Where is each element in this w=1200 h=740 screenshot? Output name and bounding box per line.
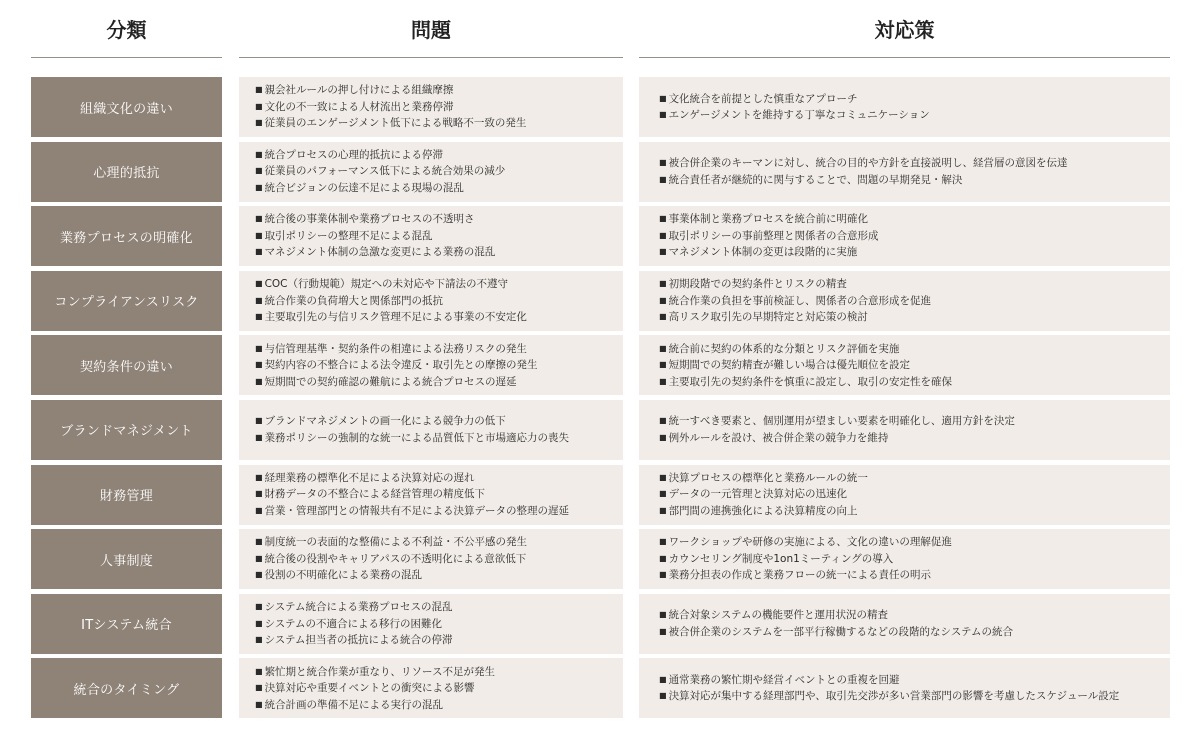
problem-item: ■ 繁忙期と統合作業が重なり、リソース不足が発生 (255, 664, 623, 681)
problem-cell (239, 400, 623, 460)
solution-item: ■ 統合前に契約の体系的な分類とリスク評価を実施 (659, 341, 1170, 358)
solution-item: ■ 文化統合を前提とした慎重なアプローチ (659, 91, 1170, 108)
header-category: 分類 (31, 0, 222, 58)
table-body (0, 77, 1200, 723)
solution-item: ■ 通常業務の繁忙期や経営イベントとの重複を回避 (659, 672, 1170, 689)
category-cell: 組織文化の違い (31, 77, 222, 137)
table-row (0, 594, 1200, 654)
problem-cell (239, 658, 623, 718)
category-cell: 心理的抵抗 (31, 142, 222, 202)
problem-item: ■ マネジメント体制の急激な変更による業務の混乱 (255, 244, 623, 261)
problem-cell (239, 594, 623, 654)
problem-cell (239, 271, 623, 331)
solution-cell (639, 594, 1170, 654)
problem-item: ■ 契約内容の不整合による法令違反・取引先との摩擦の発生 (255, 357, 623, 374)
table-row (0, 206, 1200, 266)
table-row (0, 465, 1200, 525)
category-cell: コンプライアンスリスク (31, 271, 222, 331)
solution-cell (639, 529, 1170, 589)
solution-cell (639, 400, 1170, 460)
problem-item: ■ システム統合による業務プロセスの混乱 (255, 599, 623, 616)
table-row (0, 142, 1200, 202)
solution-item: ■ 統合対象システムの機能要件と運用状況の精査 (659, 607, 1170, 624)
solution-item: ■ 統合作業の負担を事前検証し、関係者の合意形成を促進 (659, 293, 1170, 310)
solution-item: ■ 例外ルールを設け、被合併企業の競争力を維持 (659, 430, 1170, 447)
solution-cell (639, 335, 1170, 395)
problem-item: ■ 与信管理基準・契約条件の相違による法務リスクの発生 (255, 341, 623, 358)
solution-item: ■ 取引ポリシーの事前整理と関係者の合意形成 (659, 228, 1170, 245)
problem-item: ■ 従業員のパフォーマンス低下による統合効果の減少 (255, 163, 623, 180)
problem-cell (239, 335, 623, 395)
problem-item: ■ 財務データの不整合による経営管理の精度低下 (255, 486, 623, 503)
problem-cell (239, 465, 623, 525)
problem-item: ■ 文化の不一致による人材流出と業務停滞 (255, 99, 623, 116)
problem-item: ■ システム担当者の抵抗による統合の停滞 (255, 632, 623, 649)
solution-item: ■ エンゲージメントを維持する丁寧なコミュニケーション (659, 107, 1170, 124)
solution-item: ■ 事業体制と業務プロセスを統合前に明確化 (659, 211, 1170, 228)
solution-item: ■ 決算プロセスの標準化と業務ルールの統一 (659, 470, 1170, 487)
problem-cell (239, 142, 623, 202)
problem-item: ■ 役割の不明確化による業務の混乱 (255, 567, 623, 584)
problem-cell (239, 529, 623, 589)
header-problem: 問題 (239, 0, 623, 58)
problem-item: ■ 統合プロセスの心理的抵抗による停滞 (255, 147, 623, 164)
solution-item: ■ 高リスク取引先の早期特定と対応策の検討 (659, 309, 1170, 326)
problem-item: ■ 業務ポリシーの強制的な統一による品質低下と市場適応力の喪失 (255, 430, 623, 447)
problem-item: ■ システムの不適合による移行の困難化 (255, 616, 623, 633)
solution-item: ■ 被合併企業のキーマンに対し、統合の目的や方針を直接説明し、経営層の意図を伝達 (659, 155, 1170, 172)
solution-cell (639, 142, 1170, 202)
table-row (0, 529, 1200, 589)
solution-item: ■ 初期段階での契約条件とリスクの精査 (659, 276, 1170, 293)
solution-item: ■ 部門間の連携強化による決算精度の向上 (659, 503, 1170, 520)
problem-item: ■ ブランドマネジメントの画一化による競争力の低下 (255, 413, 623, 430)
solution-item: ■ 業務分担表の作成と業務フローの統一による責任の明示 (659, 567, 1170, 584)
category-cell: 財務管理 (31, 465, 222, 525)
problem-item: ■ 統合作業の負荷増大と関係部門の抵抗 (255, 293, 623, 310)
solution-item: ■ カウンセリング制度や1on1ミーティングの導入 (659, 551, 1170, 568)
problem-item: ■ 統合計画の準備不足による実行の混乱 (255, 697, 623, 714)
problem-item: ■ 親会社ルールの押し付けによる組織摩擦 (255, 82, 623, 99)
solution-item: ■ 統合責任者が継続的に関与することで、問題の早期発見・解決 (659, 172, 1170, 189)
table-row (0, 77, 1200, 137)
problem-item: ■ 決算対応や重要イベントとの衝突による影響 (255, 680, 623, 697)
problem-item: ■ 統合後の事業体制や業務プロセスの不透明さ (255, 211, 623, 228)
solution-item: ■ ワークショップや研修の実施による、文化の違いの理解促進 (659, 534, 1170, 551)
solution-item: ■ 短期間での契約精査が難しい場合は優先順位を設定 (659, 357, 1170, 374)
solution-cell (639, 77, 1170, 137)
solution-cell (639, 465, 1170, 525)
table-row (0, 658, 1200, 718)
solution-cell (639, 658, 1170, 718)
problem-item: ■ 取引ポリシーの整理不足による混乱 (255, 228, 623, 245)
problem-item: ■ 営業・管理部門との情報共有不足による決算データの整理の遅延 (255, 503, 623, 520)
solution-item: ■ 決算対応が集中する経理部門や、取引先交渉が多い営業部門の影響を考慮したスケジュール設定 (659, 688, 1170, 705)
problem-item: ■ 制度統一の表面的な整備による不利益・不公平感の発生 (255, 534, 623, 551)
problem-item: ■ 経理業務の標準化不足による決算対応の遅れ (255, 470, 623, 487)
category-cell: 人事制度 (31, 529, 222, 589)
header-solution: 対応策 (639, 0, 1170, 58)
category-cell: 統合のタイミング (31, 658, 222, 718)
category-cell: ITシステム統合 (31, 594, 222, 654)
solution-item: ■ データの一元管理と決算対応の迅速化 (659, 486, 1170, 503)
solution-cell (639, 206, 1170, 266)
table-row (0, 400, 1200, 460)
problem-item: ■ 統合後の役割やキャリアパスの不透明化による意欲低下 (255, 551, 623, 568)
problem-item: ■ COC（行動規範）規定への未対応や下請法の不遵守 (255, 276, 623, 293)
table-row (0, 271, 1200, 331)
solution-item: ■ マネジメント体制の変更は段階的に実施 (659, 244, 1170, 261)
problem-item: ■ 統合ビジョンの伝達不足による現場の混乱 (255, 180, 623, 197)
problem-item: ■ 従業員のエンゲージメント低下による戦略不一致の発生 (255, 115, 623, 132)
problem-item: ■ 短期間での契約確認の難航による統合プロセスの遅延 (255, 374, 623, 391)
problem-cell (239, 77, 623, 137)
category-cell: ブランドマネジメント (31, 400, 222, 460)
category-cell: 契約条件の違い (31, 335, 222, 395)
table-row (0, 335, 1200, 395)
solution-item: ■ 被合併企業のシステムを一部平行稼働するなどの段階的なシステムの統合 (659, 624, 1170, 641)
solution-item: ■ 統一すべき要素と、個別運用が望ましい要素を明確化し、適用方針を決定 (659, 413, 1170, 430)
problem-item: ■ 主要取引先の与信リスク管理不足による事業の不安定化 (255, 309, 623, 326)
solution-item: ■ 主要取引先の契約条件を慎重に設定し、取引の安定性を確保 (659, 374, 1170, 391)
problem-cell (239, 206, 623, 266)
category-cell: 業務プロセスの明確化 (31, 206, 222, 266)
solution-cell (639, 271, 1170, 331)
